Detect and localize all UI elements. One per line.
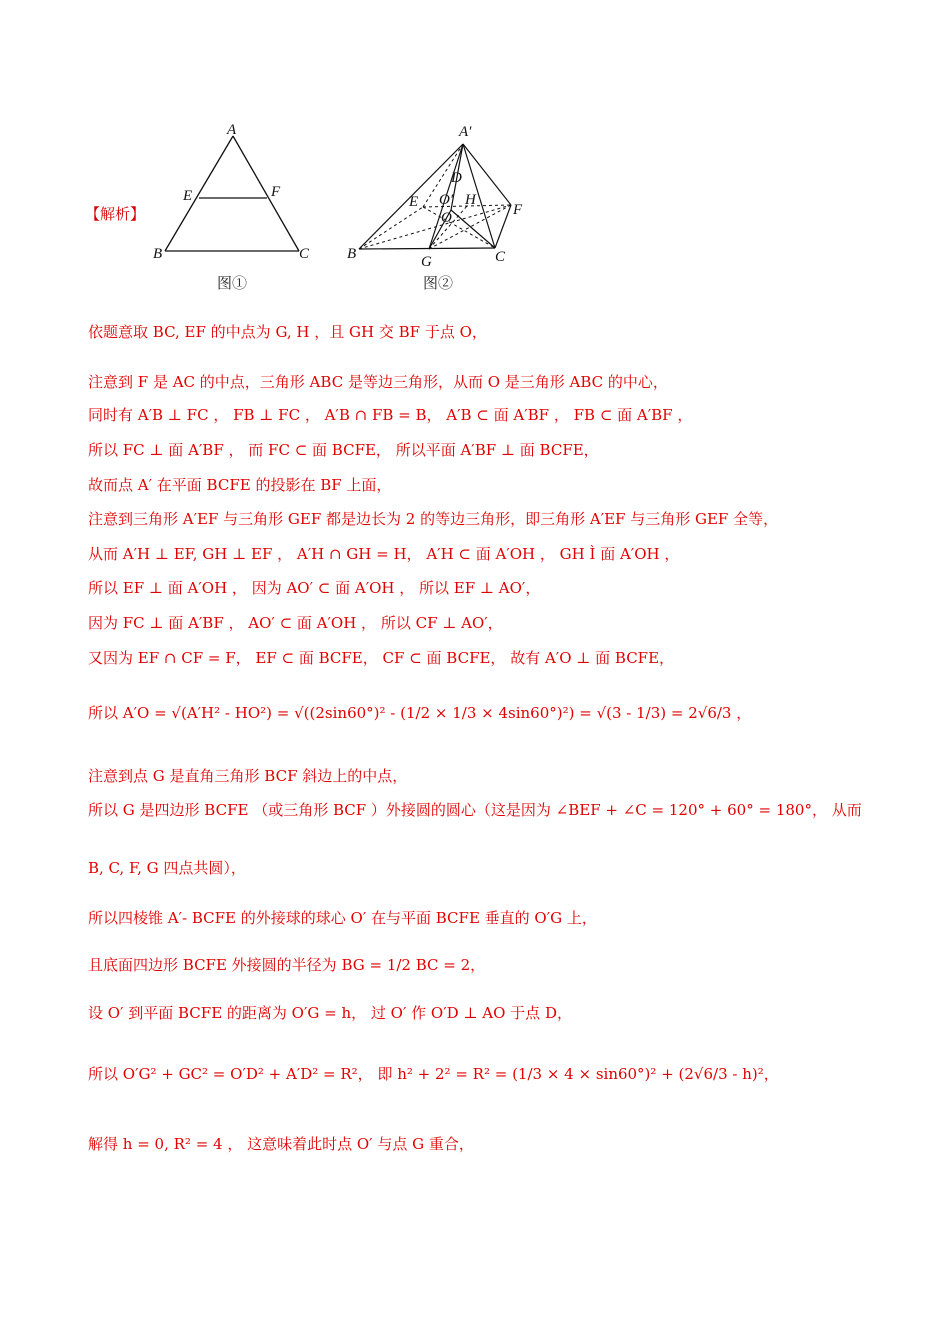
- solution-line: 所以四棱锥 A′- BCFE 的外接球的球心 O′ 在与平面 BCFE 垂直的 O′G 上，: [88, 909, 597, 927]
- solution-line: 所以 O′G² + GC² = O′D² + A′D² = R²， 即 h² + 2² = R² = (1/3 × 4 × sin60°)² + (2√6/3 - h)²，: [88, 1065, 779, 1083]
- solution-line: 从而 A′H ⊥ EF, GH ⊥ EF ， A′H ∩ GH = H， A′H ⊂ 面 A′OH ， GH Ì 面 A′OH ，: [88, 545, 680, 563]
- fig2-label-c: C: [495, 249, 506, 265]
- analysis-tag: 【解析】: [85, 205, 146, 223]
- figures: [85, 118, 545, 298]
- fig2-label-g: G: [421, 254, 432, 270]
- fig2-label-a: A′: [459, 124, 472, 140]
- fig1-label-c: C: [299, 246, 310, 262]
- solution-line: 且底面四边形 BCFE 外接圆的半径为 BG = 1/2 BC = 2，: [88, 956, 486, 974]
- solution-line: 所以 FC ⊥ 面 A′BF ， 而 FC ⊂ 面 BCFE， 所以平面 A′BF ⊥ 面 BCFE，: [88, 441, 599, 459]
- fig1-label-e: E: [183, 188, 193, 204]
- figure-1: [147, 118, 317, 302]
- figure-2: [347, 118, 537, 302]
- fig1-label-f: F: [271, 184, 281, 200]
- solution-line: 故而点 A′ 在平面 BCFE 的投影在 BF 上面，: [88, 476, 392, 494]
- fig2-label-h: H: [465, 192, 476, 208]
- figure-1-diagram: [147, 118, 317, 298]
- fig1-label-b: B: [153, 246, 163, 262]
- solution-line: 设 O′ 到平面 BCFE 的距离为 O′G = h， 过 O′ 作 O′D ⊥ AO 于点 D，: [88, 1004, 572, 1022]
- figure-2-caption: 图②: [423, 274, 454, 292]
- solution-line: 所以 A′O = √(A′H² - HO²) = √((2sin60°)² - (1/2 × 1/3 × 4sin60°)²) = √(3 - 1/3) = 2√6/3 ，: [88, 704, 752, 722]
- solution-line: B, C, F, G 四点共圆），: [88, 859, 246, 877]
- fig2-label-o: O: [441, 210, 452, 226]
- solution-line: 依题意取 BC, EF 的中点为 G, H ，且 GH 交 BF 于点 O，: [88, 323, 487, 341]
- fig1-label-a: A: [227, 122, 237, 138]
- fig2-label-e: E: [409, 194, 419, 210]
- solution-line: 同时有 A′B ⊥ FC ， FB ⊥ FC ， A′B ∩ FB = B， A′B ⊂ 面 A′BF ， FB ⊂ 面 A′BF ，: [88, 406, 693, 424]
- solution-line: 注意到 F 是 AC 的中点，三角形 ABC 是等边三角形，从而 O 是三角形 ABC 的中心，: [88, 373, 668, 391]
- solution-line: 注意到点 G 是直角三角形 BCF 斜边上的中点，: [88, 767, 408, 785]
- solution-line: 解得 h = 0, R² = 4 ， 这意味着此时点 O′ 与点 G 重合，: [88, 1135, 474, 1153]
- figure-1-caption: 图①: [217, 274, 248, 292]
- fig2-label-f: F: [513, 202, 523, 218]
- solution-line: 又因为 EF ∩ CF = F， EF ⊂ 面 BCFE， CF ⊂ 面 BCFE， 故有 A′O ⊥ 面 BCFE，: [88, 649, 675, 667]
- figure-2-diagram: [347, 118, 537, 298]
- fig2-label-d: D: [451, 170, 462, 186]
- solution-line: 所以 EF ⊥ 面 A′OH ， 因为 AO′ ⊂ 面 A′OH ， 所以 EF ⊥ AO′，: [88, 579, 541, 597]
- solution-line: 注意到三角形 A′EF 与三角形 GEF 都是边长为 2 的等边三角形，即三角形 A′EF 与三角形 GEF 全等，: [88, 510, 779, 528]
- fig2-label-o1: O′: [439, 192, 454, 208]
- solution-line: 所以 G 是四边形 BCFE （或三角形 BCF ）外接圆的圆心（这是因为 ∠BEF + ∠C = 120° + 60° = 180°， 从而: [88, 801, 862, 819]
- fig2-label-b: B: [347, 246, 357, 262]
- solution-line: 因为 FC ⊥ 面 A′BF ， AO′ ⊂ 面 A′OH ， 所以 CF ⊥ AO′，: [88, 614, 503, 632]
